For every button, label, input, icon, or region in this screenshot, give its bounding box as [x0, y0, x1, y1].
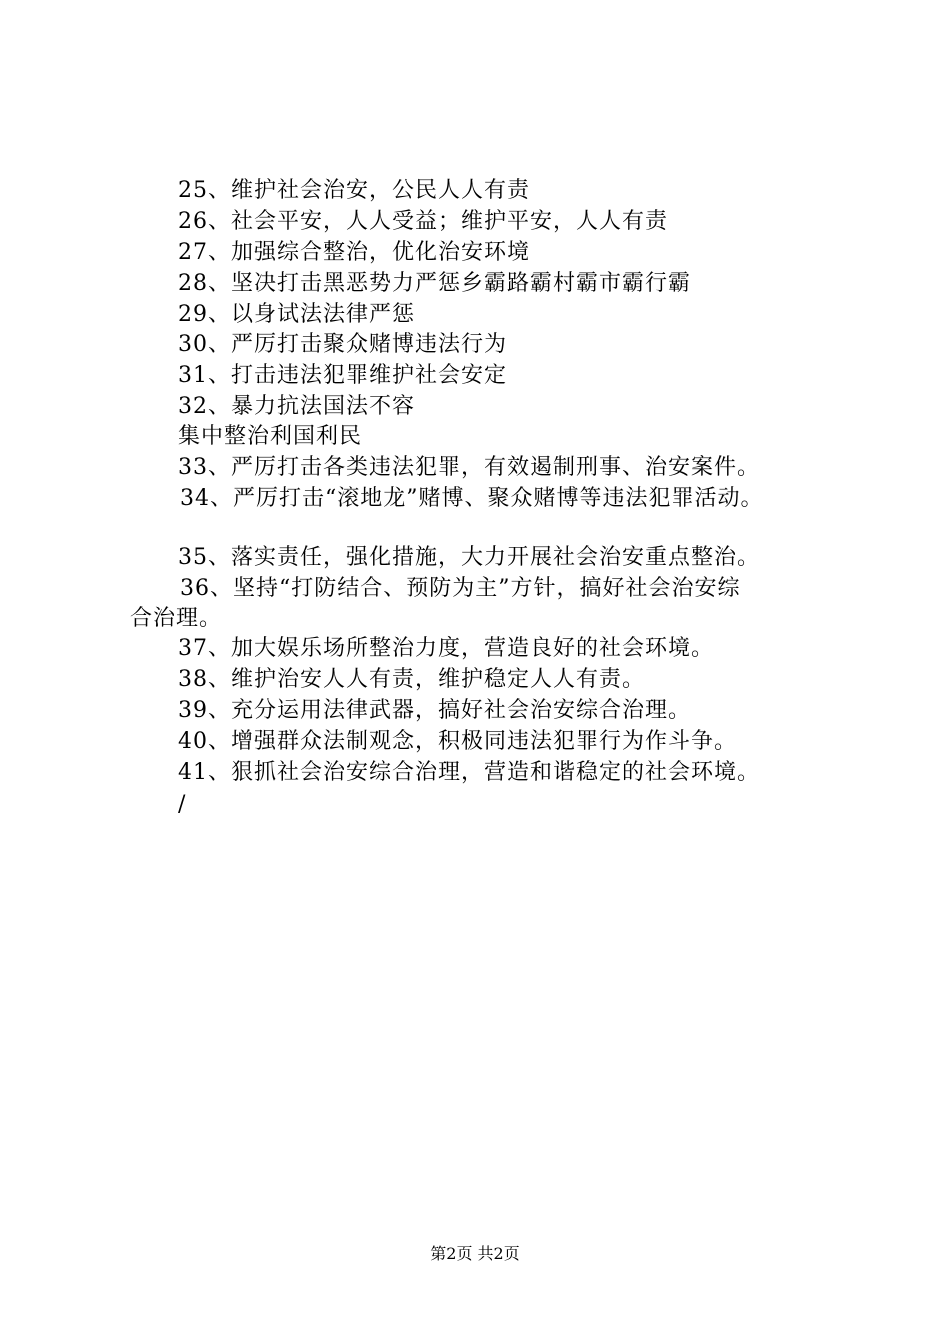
slogan-line-35: 35、落实责任，强化措施，大力开展社会治安重点整治。 [178, 545, 760, 570]
slogan-line-30: 30、严厉打击聚众赌博违法行为 [178, 332, 507, 357]
trailing-slash: / [178, 792, 187, 817]
slogan-line-25: 25、维护社会治安，公民人人有责 [178, 178, 530, 203]
slogan-line-32-continued: 集中整治利国利民 [178, 424, 363, 449]
slogan-line-29: 29、以身试法法律严惩 [178, 302, 415, 327]
slogan-line-37: 37、加大娱乐场所整治力度，营造良好的社会环境。 [178, 636, 714, 661]
slogan-line-41: 41、狠抓社会治安综合治理，营造和谐稳定的社会环境。 [178, 760, 760, 785]
slogan-line-36-wrap: 合治理。 [130, 606, 223, 631]
slogan-line-28: 28、坚决打击黑恶势力严惩乡霸路霸村霸市霸行霸 [178, 271, 691, 296]
slogan-line-40: 40、增强群众法制观念，积极同违法犯罪行为作斗争。 [178, 729, 737, 754]
slogan-line-31: 31、打击违法犯罪维护社会安定 [178, 363, 507, 388]
slogan-line-38: 38、维护治安人人有责，维护稳定人人有责。 [178, 667, 645, 692]
slogan-line-33: 33、严厉打击各类违法犯罪，有效遏制刑事、治安案件。 [178, 455, 760, 480]
slogan-line-32: 32、暴力抗法国法不容 [178, 394, 415, 419]
page-footer: 第2页 共2页 [430, 1244, 520, 1263]
slogan-line-26: 26、社会平安，人人受益；维护平安，人人有责 [178, 209, 668, 234]
slogan-line-39: 39、充分运用法律武器，搞好社会治安综合治理。 [178, 698, 691, 723]
slogan-line-34: 34、严厉打击“滚地龙”赌博、聚众赌博等违法犯罪活动。 [180, 486, 764, 511]
slogan-line-27: 27、加强综合整治，优化治安环境 [178, 240, 530, 265]
slogan-line-36: 36、坚持“打防结合、预防为主”方针，搞好社会治安综 [180, 576, 741, 601]
